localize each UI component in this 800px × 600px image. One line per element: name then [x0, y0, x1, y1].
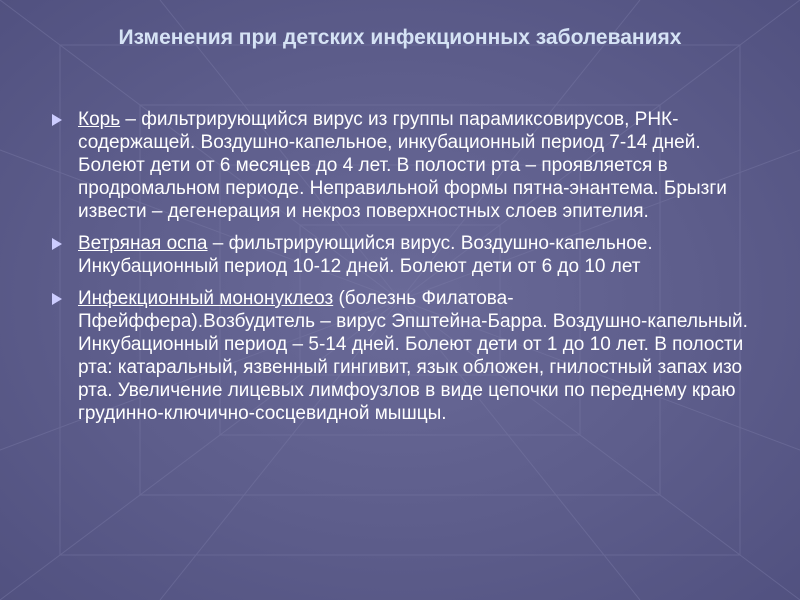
triangle-bullet-icon [52, 293, 62, 305]
bullet-text: – фильтрирующийся вирус из группы парамиксовирусов, РНК-содержащей. Воздушно-капельное, инкубационный период 7-14 дней. Болеют дети от 6 месяцев до 4 лет. В полости рта – проявляется в продромальном периоде. Неправильной формы пятна-энантема. Брызги извести – дегенерация и некроз поверхностных слоев эпителия. [78, 109, 727, 222]
bullet-term-link[interactable]: Инфекционный мононуклеоз [78, 288, 334, 309]
slide-content [50, 108, 750, 434]
bullet-chickenpox [50, 232, 750, 278]
bullet-term-link[interactable]: Ветряная оспа [78, 233, 208, 254]
slide-title: Изменения при детских инфекционных заболеваниях [118, 26, 682, 49]
bullet-text: (болезнь Филатова-Пфейффера).Возбудитель – вирус Эпштейна-Барра. Воздушно-капельный. Инкубационный период – 5-14 дней. Болеют дети от 1 до 10 лет. В полости рта: катаральный, язвенный гингивит, язык обложен, гнилостный запах изо рта. Увеличение лицевых лимфоузлов в виде цепочки по переднему краю грудинно-ключично-сосцевидной мышцы. [78, 288, 748, 424]
bullet-text: – фильтрирующийся вирус. Воздушно-капельное. Инкубационный период 10-12 дней. Болеют дети от 6 до 10 лет [78, 233, 653, 277]
triangle-bullet-icon [52, 238, 62, 250]
bullet-measles [50, 108, 750, 223]
bullet-term-link[interactable]: Корь [78, 109, 121, 130]
triangle-bullet-icon [52, 114, 62, 126]
bullet-mononucleosis [50, 287, 750, 425]
